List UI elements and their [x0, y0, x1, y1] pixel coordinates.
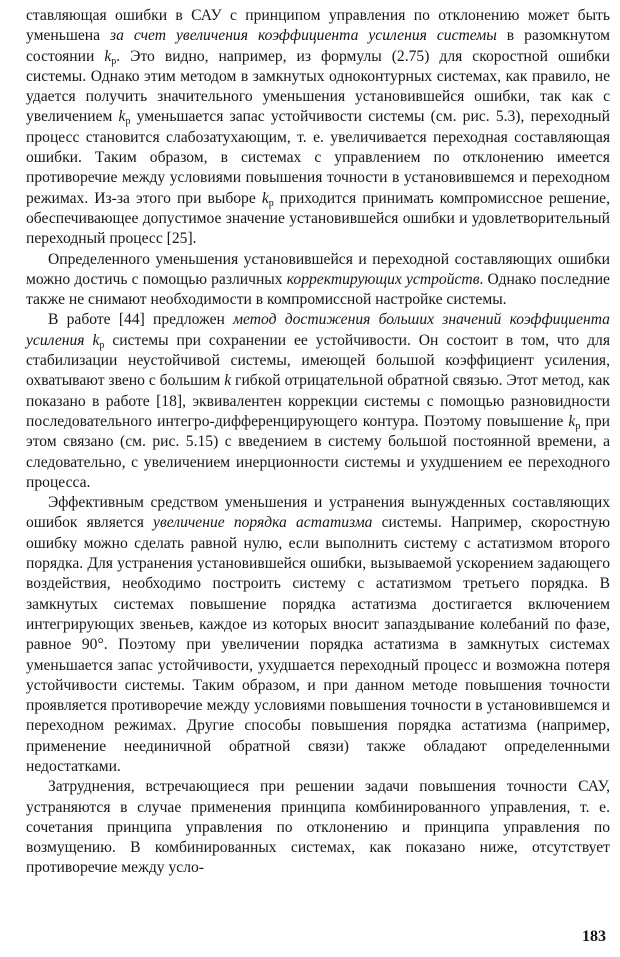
paragraph-2 — [26, 250, 610, 311]
variable-symbol: k — [92, 331, 100, 349]
text-run: Определенного уменьшения установившейся и переходной составляющих ошибки можно достичь с помощью различных — [26, 250, 610, 288]
variable-k — [104, 48, 116, 65]
text-run: ставляющая ошибки в САУ с принципом управления по отклонению может быть уменьшена — [26, 7, 610, 45]
text-run: Затруднения, встречающиеся при решении задачи повышения точности САУ, устраняются в случае применения принципа комбинированного управления, т. е. сочетания принципа управления по отклонению и принципа управления по возмущению. В комбинированных системах, как показано ниже, отсутствует противоречие между усло- — [26, 778, 610, 877]
variable-subscript: р — [125, 116, 131, 128]
text-run: Эффективным средством уменьшения и устранения вынужденных составляющих ошибок является — [26, 494, 610, 532]
text-run: уменьшается запас устойчивости системы (см. рис. 5.3), переходный процесс становится слабозатухающим, т. е. увеличивается переходная составляющая ошибки. Таким образом, в системах с управлением по отклонению имеется противоречие между условиями повышения точности в установившемся и переходном режимах. Из-за этого при выборе — [26, 108, 611, 207]
variable-symbol: k — [261, 189, 269, 207]
text-run: . Однако последние также не снимают необходимости в компромиссной настройке системы. — [26, 270, 610, 309]
text-run: в разомкнутом состоянии — [26, 27, 610, 65]
italic-term: корректирующих устройств — [286, 270, 480, 288]
paragraph-5 — [26, 777, 610, 878]
paragraph-3 — [26, 310, 610, 493]
text-run: системы. Например, скоростную ошибку можно сделать равной нулю, если выполнить систему с астатизмом второго порядка. Для устранения установившейся ошибки, вызываемой ускорением задающего воздействия, необходимо построить систему с астатизмом третьего порядка. В замкнутых системах повышение порядка астатизма достигается включением интегрирующих звеньев, каждое из которых вносит запаздывание колебаний по фазе, равное 90°. Поэтому при увеличении порядка астатизма в замкнутых системах уменьшается запас устойчивости, ухудшается переходный процесс и возможна потеря устойчивости системы. Таким образом, и при данном методе повышения точности проявляется противоречие между условиями повышения точности в установившемся и переходном режимах. Другие способы повышения порядка астатизма (например, применение неединичной обратной связи) также обладают определенными недостатками. — [26, 514, 610, 775]
italic-term: метод достижения больших значений коэффициента усиления — [26, 311, 610, 349]
text-run: гибкой отрицательной обратной связью. Этот метод, как показано в работе [18], эквивалентен коррекции системы с помощью разновидности последовательного интегро-дифференцирующего контура. Поэтому повышение — [26, 372, 610, 430]
variable-subscript: р — [99, 339, 105, 351]
variable-symbol: k — [104, 47, 112, 65]
variable-subscript: р — [575, 420, 581, 432]
italic-term: за счет увеличения коэффициента усиления системы — [110, 27, 497, 45]
text-run: . Это видно, например, из формулы (2.75) для скоростной ошибки системы. Однако этим методом в замкнутых одноконтурных системах, как правило, не удается получить значительного уменьшения установившейся ошибки, так как с увеличением — [26, 47, 610, 126]
variable-subscript: р — [268, 197, 274, 209]
document-page — [26, 6, 610, 879]
text-run: при этом связано (см. рис. 5.15) с введением в систему большой постоянной времени, а следовательно, с увеличением инерционности системы и ухудшением ее переходного процесса. — [26, 412, 611, 491]
variable-k — [262, 190, 274, 207]
text-run: приходится принимать компромиссное решение, обеспечивающее допустимое значение установившейся ошибки и удовлетворительный переходный процесс [25]. — [26, 189, 610, 248]
variable-k — [568, 413, 580, 430]
variable-subscript: р — [111, 55, 117, 67]
variable-k — [92, 332, 104, 349]
paragraph-4 — [26, 493, 610, 777]
text-run: В работе [44] предложен — [48, 311, 234, 329]
paragraph-1 — [26, 6, 610, 250]
variable-k — [118, 108, 131, 128]
variable-symbol: k — [568, 412, 576, 430]
variable-symbol: k — [118, 108, 126, 126]
text-run: системы при сохранении ее устойчивости. Он состоит в том, что для стабилизации неустойчивой системы, имеющей большой коэффициент усиления, охватывают звено с большим — [26, 331, 610, 390]
variable-symbol: k — [224, 372, 232, 390]
page-number: 183 — [582, 928, 606, 945]
italic-term: увеличение порядка астатизма — [153, 514, 373, 532]
